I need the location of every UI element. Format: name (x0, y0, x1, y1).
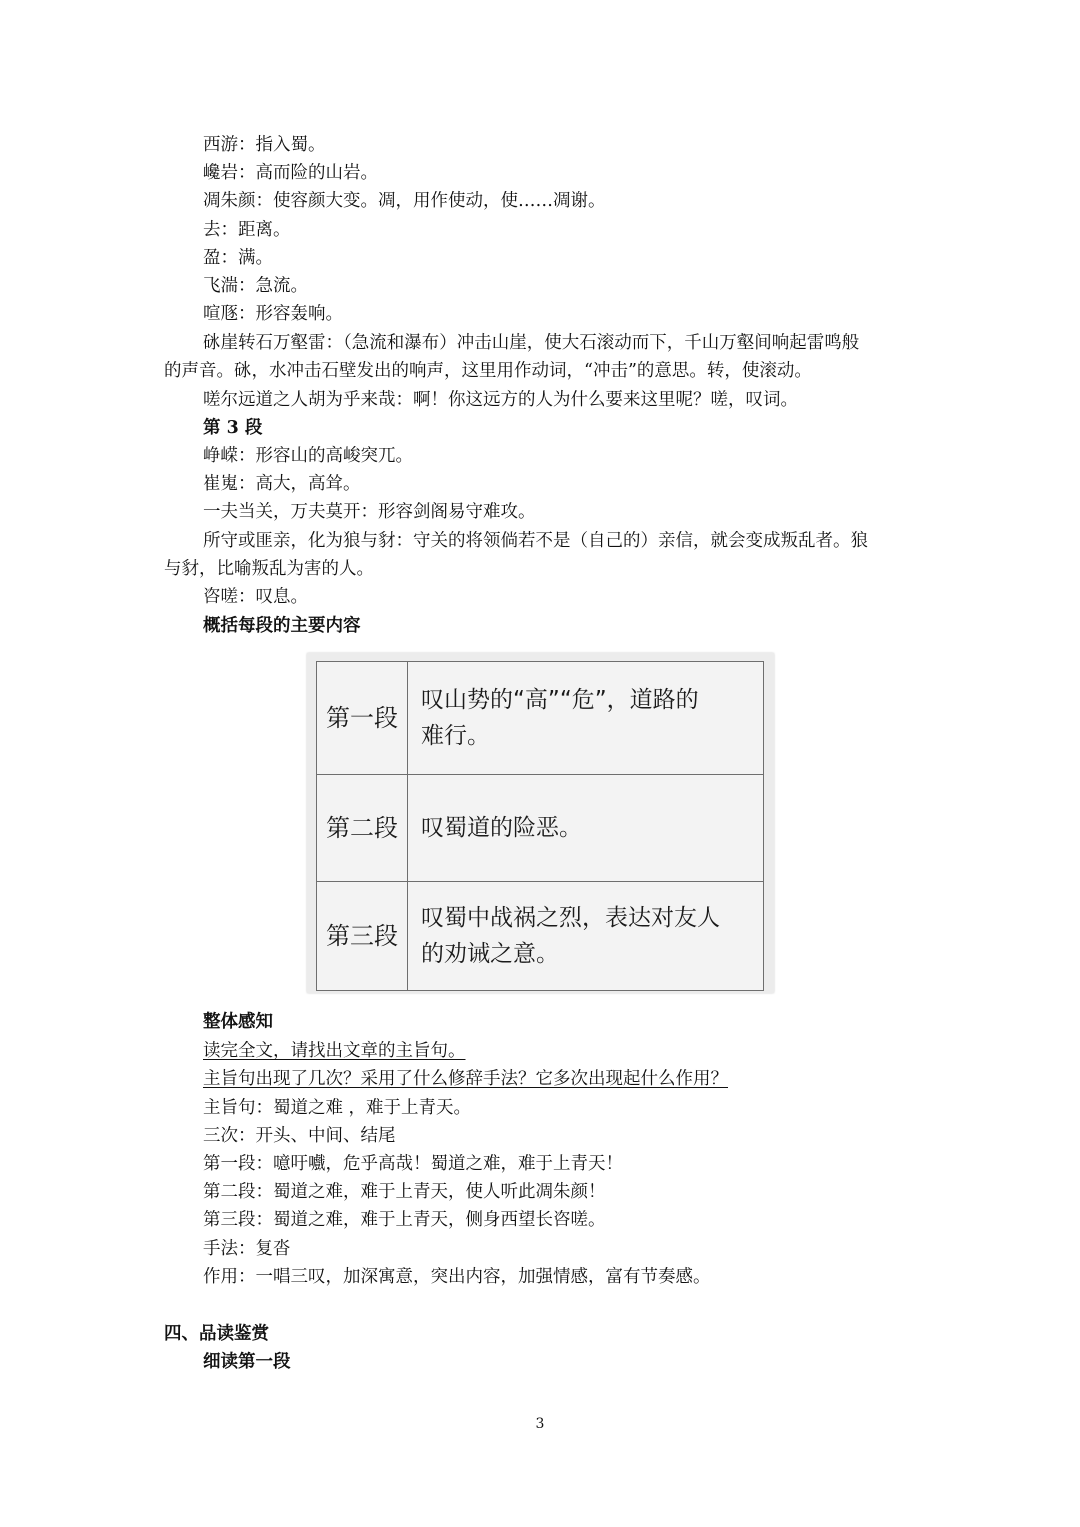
summary-line: 的劝诫之意。 (421, 941, 559, 967)
glossary-line: 咨嗟：叹息。 (203, 587, 308, 607)
section-4-heading: 四、品读鉴赏 (164, 1324, 269, 1344)
glossary-line: 巉岩：高而险的山岩。 (203, 163, 378, 183)
paragraph-label: 第三段 (317, 882, 408, 991)
glossary-line: 盈：满。 (203, 248, 273, 268)
summary-line: 难行。 (421, 723, 490, 749)
glossary-line-continued: 的声音。砯，水冲击石壁发出的响声，这里用作动词，“冲击”的意思。转，使滚动。 (164, 361, 812, 381)
glossary-line: 飞湍：急流。 (203, 276, 308, 296)
glossary-line-continued: 与豺，比喻叛乱为害的人。 (164, 559, 374, 579)
glossary-line: 所守或匪亲，化为狼与豺：守关的将领倘若不是（自己的）亲信，就会变成叛乱者。狼 (203, 531, 868, 551)
table-row (317, 775, 764, 882)
paragraph-summary (408, 662, 764, 775)
glossary-line: 凋朱颜：使容颜大变。凋，用作使动，使……凋谢。 (203, 191, 606, 211)
answer-line: 第一段：噫吁嚱，危乎高哉！蜀道之难，难于上青天！ (203, 1154, 623, 1174)
section-4-subheading: 细读第一段 (203, 1352, 291, 1372)
summary-table-image (307, 653, 774, 993)
glossary-line: 喧豗：形容轰响。 (203, 304, 343, 324)
summary-heading: 概括每段的主要内容 (203, 616, 361, 636)
answer-line: 手法：复沓 (203, 1239, 291, 1259)
summary-line: 叹蜀中战祸之烈，表达对友人 (421, 905, 720, 931)
glossary-line: 崔嵬：高大，高耸。 (203, 474, 361, 494)
answer-line: 主旨句：蜀道之难 ，难于上青天。 (203, 1098, 472, 1118)
paragraph-label: 第二段 (317, 775, 408, 882)
answer-line: 第二段：蜀道之难，难于上青天，使人听此凋朱颜！ (203, 1182, 606, 1202)
question-1: 读完全文，请找出文章的主旨句。 (203, 1041, 466, 1061)
overall-heading: 整体感知 (203, 1012, 273, 1032)
section-heading: 第 3 段 (203, 418, 263, 438)
glossary-line: 峥嵘：形容山的高峻突兀。 (203, 446, 413, 466)
summary-line: 叹蜀道的险恶。 (421, 815, 582, 841)
paragraph-summary (408, 775, 764, 882)
glossary-line: 西游：指入蜀。 (203, 135, 326, 155)
glossary-line: 去：距离。 (203, 220, 291, 240)
table-row (317, 882, 764, 991)
paragraph-label: 第一段 (317, 662, 408, 775)
summary-table (316, 661, 764, 991)
answer-line: 三次：开头、中间、结尾 (203, 1126, 396, 1146)
glossary-line: 一夫当关，万夫莫开：形容剑阁易守难攻。 (203, 502, 536, 522)
table-row (317, 662, 764, 775)
answer-line: 作用：一唱三叹，加深寓意，突出内容，加强情感，富有节奏感。 (203, 1267, 711, 1287)
answer-line: 第三段：蜀道之难，难于上青天，侧身西望长咨嗟。 (203, 1210, 606, 1230)
glossary-line: 嗟尔远道之人胡为乎来哉：啊！你这远方的人为什么要来这里呢？嗟，叹词。 (203, 390, 798, 410)
glossary-line: 砯崖转石万壑雷：（急流和瀑布）冲击山崖，使大石滚动而下，千山万壑间响起雷鸣般 (203, 333, 860, 353)
summary-line: 叹山势的“高”“危”，道路的 (421, 687, 699, 713)
page-number: 3 (535, 1416, 545, 1432)
question-2: 主旨句出现了几次？采用了什么修辞手法？它多次出现起什么作用？ (203, 1069, 728, 1089)
paragraph-summary (408, 882, 764, 991)
